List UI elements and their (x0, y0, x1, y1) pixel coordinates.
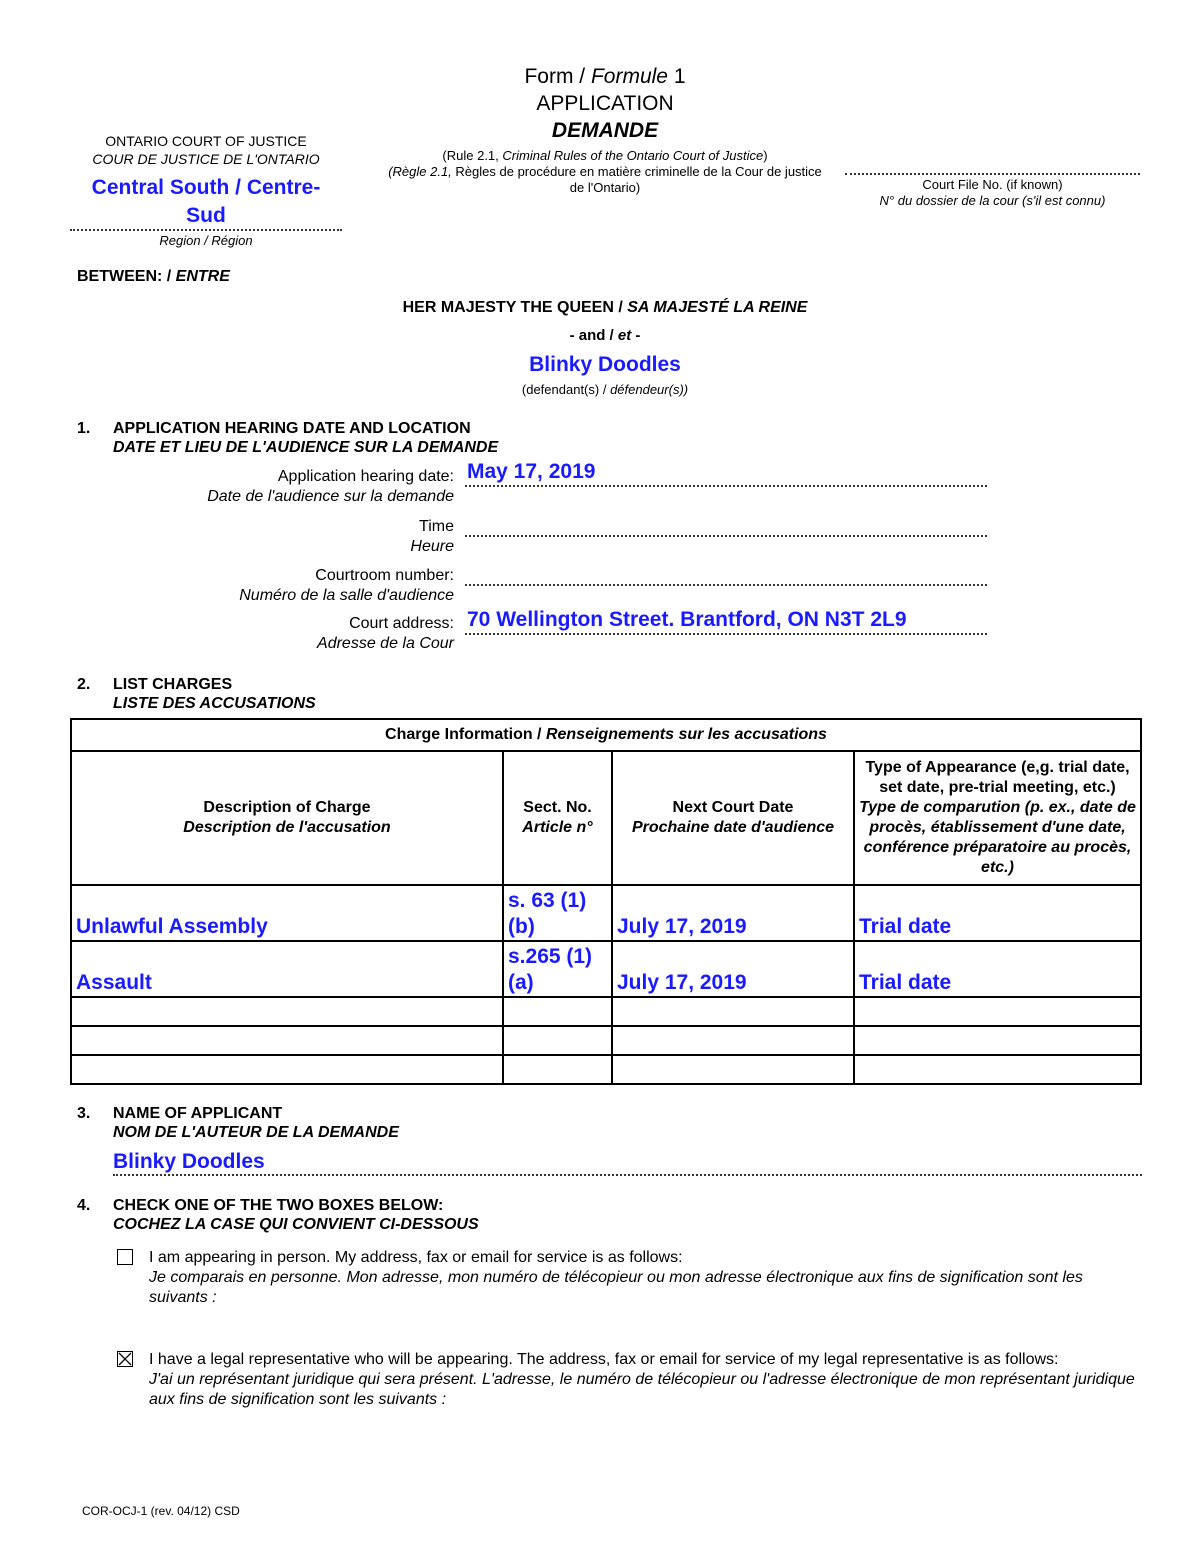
defendant-name[interactable]: Blinky Doodles (529, 353, 681, 376)
file-number-label: Court File No. (if known) N° du dossier de la cour (s'il est connu) (879, 177, 1106, 208)
charge-appearance-type[interactable] (854, 997, 1141, 1026)
time-label: Time Heure (410, 518, 454, 555)
hearing-date-value[interactable]: May 17, 2019 (467, 460, 596, 483)
charge-section[interactable]: s. 63 (1) (b) (503, 885, 612, 941)
charge-section[interactable]: s.265 (1) (a) (503, 941, 612, 997)
charges-table-header-row (71, 751, 1141, 885)
charge-description[interactable] (71, 1055, 503, 1084)
col-header-next-date: Next Court Date Prochaine date d'audience (612, 751, 854, 885)
crown-party: HER MAJESTY THE QUEEN / SA MAJESTÉ LA REINE (402, 299, 808, 316)
hearing-date-field[interactable] (465, 485, 987, 487)
charge-section[interactable] (503, 1026, 612, 1055)
courtroom-label: Courtroom number: Numéro de la salle d'audience (239, 567, 454, 604)
charge-next-date[interactable] (612, 1055, 854, 1084)
charge-next-date[interactable]: July 17, 2019 (612, 885, 854, 941)
charge-next-date[interactable] (612, 997, 854, 1026)
time-field[interactable] (465, 535, 987, 537)
rule-reference: (Rule 2.1, Criminal Rules of the Ontario Court of Justice) (Règle 2.1, Règles de procédure en matière criminelle de la Cour de justice de l'Ontario) (388, 148, 822, 195)
region-value[interactable]: Central South / Centre- Sud (91, 176, 321, 227)
form-heading-en: APPLICATION (536, 92, 674, 115)
charge-section[interactable] (503, 1055, 612, 1084)
region-label: Region / Région (159, 233, 253, 248)
charge-appearance-type[interactable]: Trial date (854, 885, 1141, 941)
hearing-date-label: Application hearing date: Date de l'audience sur la demande (207, 468, 454, 505)
charge-description[interactable]: Unlawful Assembly (71, 885, 503, 941)
charge-description[interactable] (71, 1026, 503, 1055)
form-code: COR-OCJ-1 (rev. 04/12) CSD (82, 1504, 240, 1518)
applicant-name-field[interactable] (113, 1174, 1142, 1176)
charge-description[interactable] (71, 997, 503, 1026)
table-row (71, 941, 1141, 997)
charge-next-date[interactable] (612, 1026, 854, 1055)
charge-section[interactable] (503, 997, 612, 1026)
col-header-appearance-type: Type of Appearance (e,g. trial date, set date, pre-trial meeting, etc.) Type de comparution (p. ex., date de procès, établissement d'une date, conférence préparatoire au procès, etc.) (854, 751, 1141, 885)
charges-table-title-row (71, 719, 1141, 751)
court-name: ONTARIO COURT OF JUSTICE COUR DE JUSTICE DE L'ONTARIO (92, 133, 320, 167)
court-address-field[interactable] (465, 633, 987, 635)
checkmark-x-icon (118, 1352, 132, 1366)
charge-appearance-type[interactable] (854, 1055, 1141, 1084)
col-header-section: Sect. No. Article n° (503, 751, 612, 885)
charges-table-title: Charge Information / Renseignements sur les accusations (71, 719, 1141, 751)
col-header-description: Description of Charge Description de l'accusation (71, 751, 503, 885)
charge-description[interactable]: Assault (71, 941, 503, 997)
appearing-in-person-checkbox[interactable] (117, 1249, 133, 1265)
courtroom-field[interactable] (465, 584, 987, 586)
legal-representative-text: I have a legal representative who will be appearing. The address, fax or email for service of my legal representative is as follows: J'ai un représentant juridique qui sera présent. L'adresse, le numéro de télécopieur ou l'adresse électronique de mon représentant juridique aux fins de signification sont les suivants : (149, 1351, 1135, 1408)
charge-appearance-type[interactable]: Trial date (854, 941, 1141, 997)
form-title: Form / Formule 1 (524, 65, 686, 88)
charge-next-date[interactable]: July 17, 2019 (612, 941, 854, 997)
charge-appearance-type[interactable] (854, 1026, 1141, 1055)
table-row (71, 1055, 1141, 1084)
table-row (71, 1026, 1141, 1055)
file-number-underline[interactable] (845, 173, 1140, 175)
table-row (71, 997, 1141, 1026)
court-address-value[interactable]: 70 Wellington Street. Brantford, ON N3T 2L9 (467, 608, 907, 631)
and-separator: - and / et - (569, 327, 641, 344)
defendant-label: (defendant(s) / défendeur(s)) (521, 382, 689, 397)
legal-representative-checkbox[interactable] (117, 1351, 133, 1367)
applicant-name-value[interactable]: Blinky Doodles (113, 1150, 265, 1173)
region-underline (70, 229, 342, 231)
form-heading-fr: DEMANDE (551, 119, 659, 142)
court-address-label: Court address: Adresse de la Cour (317, 615, 454, 652)
appearing-in-person-text: I am appearing in person. My address, fax or email for service is as follows: Je comparais en personne. Mon adresse, mon numéro de télécopieur ou mon adresse électronique aux fins de signification sont les suivants : (149, 1249, 1083, 1306)
table-row (71, 885, 1141, 941)
between-label: BETWEEN: / ENTRE (77, 268, 230, 285)
charges-table (70, 718, 1142, 1085)
